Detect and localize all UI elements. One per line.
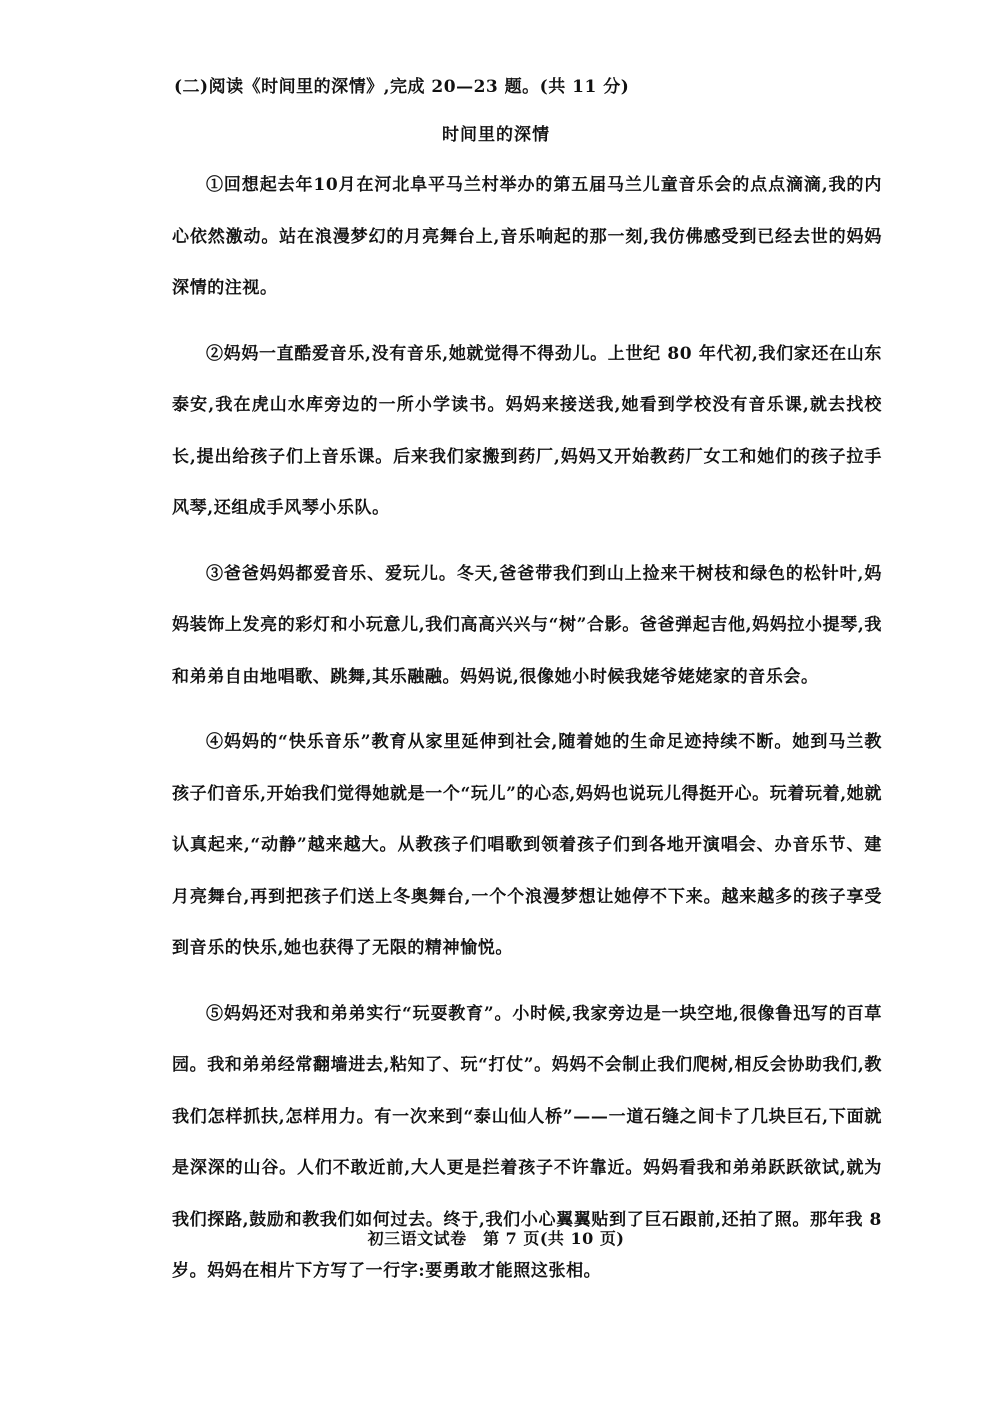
article-body <box>172 160 882 1312</box>
paragraph-3: ③爸爸妈妈都爱音乐、爱玩儿。冬天,爸爸带我们到山上捡来干树枝和绿色的松针叶,妈妈装饰上发亮的彩灯和小玩意儿,我们高高兴兴与“树”合影。爸爸弹起吉他,妈妈拉小提琴,我和弟弟自由地唱歌、跳舞,其乐融融。妈妈说,很像她小时候我姥爷姥姥家的音乐会。 <box>172 563 882 687</box>
paragraph-5: ⑤妈妈还对我和弟弟实行“玩耍教育”。小时候,我家旁边是一块空地,很像鲁迅写的百草园。我和弟弟经常翻墙进去,粘知了、玩“打仗”。妈妈不会制止我们爬树,相反会协助我们,教我们怎样抓扶,怎样用力。有一次来到“泰山仙人桥”——一道石缝之间卡了几块巨石,下面就是深深的山谷。人们不敢近前,大人更是拦着孩子不许靠近。妈妈看我和弟弟跃跃欲试,就为我们探路,鼓励和教我们如何过去。终于,我们小心翼翼贴到了巨石跟前,还拍了照。那年我 8 岁。妈妈在相片下方写了一行字:要勇敢才能照这张相。 <box>172 1003 882 1281</box>
section-header: (二)阅读《时间里的深情》,完成 20—23 题。(共 11 分) <box>174 77 630 97</box>
article-title: 时间里的深情 <box>442 125 550 145</box>
paragraph-1: ①回想起去年10月在河北阜平马兰村举办的第五届马兰儿童音乐会的点点滴滴,我的内心依然激动。站在浪漫梦幻的月亮舞台上,音乐响起的那一刻,我仿佛感受到已经去世的妈妈深情的注视。 <box>172 175 882 298</box>
paragraph-4: ④妈妈的“快乐音乐”教育从家里延伸到社会,随着她的生命足迹持续不断。她到马兰教孩子们音乐,开始我们觉得她就是一个“玩儿”的心态,妈妈也说玩儿得挺开心。玩着玩着,她就认真起来,“动静”越来越大。从教孩子们唱歌到领着孩子们到各地开演唱会、办音乐节、建月亮舞台,再到把孩子们送上冬奥舞台,一个个浪漫梦想让她停不下来。越来越多的孩子享受到音乐的快乐,她也获得了无限的精神愉悦。 <box>172 732 882 958</box>
page-footer: 初三语文试卷 第 7 页(共 10 页) <box>367 1229 625 1248</box>
paragraph-2: ②妈妈一直酷爱音乐,没有音乐,她就觉得不得劲儿。上世纪 80 年代初,我们家还在山东泰安,我在虎山水库旁边的一所小学读书。妈妈来接送我,她看到学校没有音乐课,就去找校长,提出给孩子们上音乐课。后来我们家搬到药厂,妈妈又开始教药厂女工和她们的孩子拉手风琴,还组成手风琴小乐队。 <box>172 343 882 518</box>
